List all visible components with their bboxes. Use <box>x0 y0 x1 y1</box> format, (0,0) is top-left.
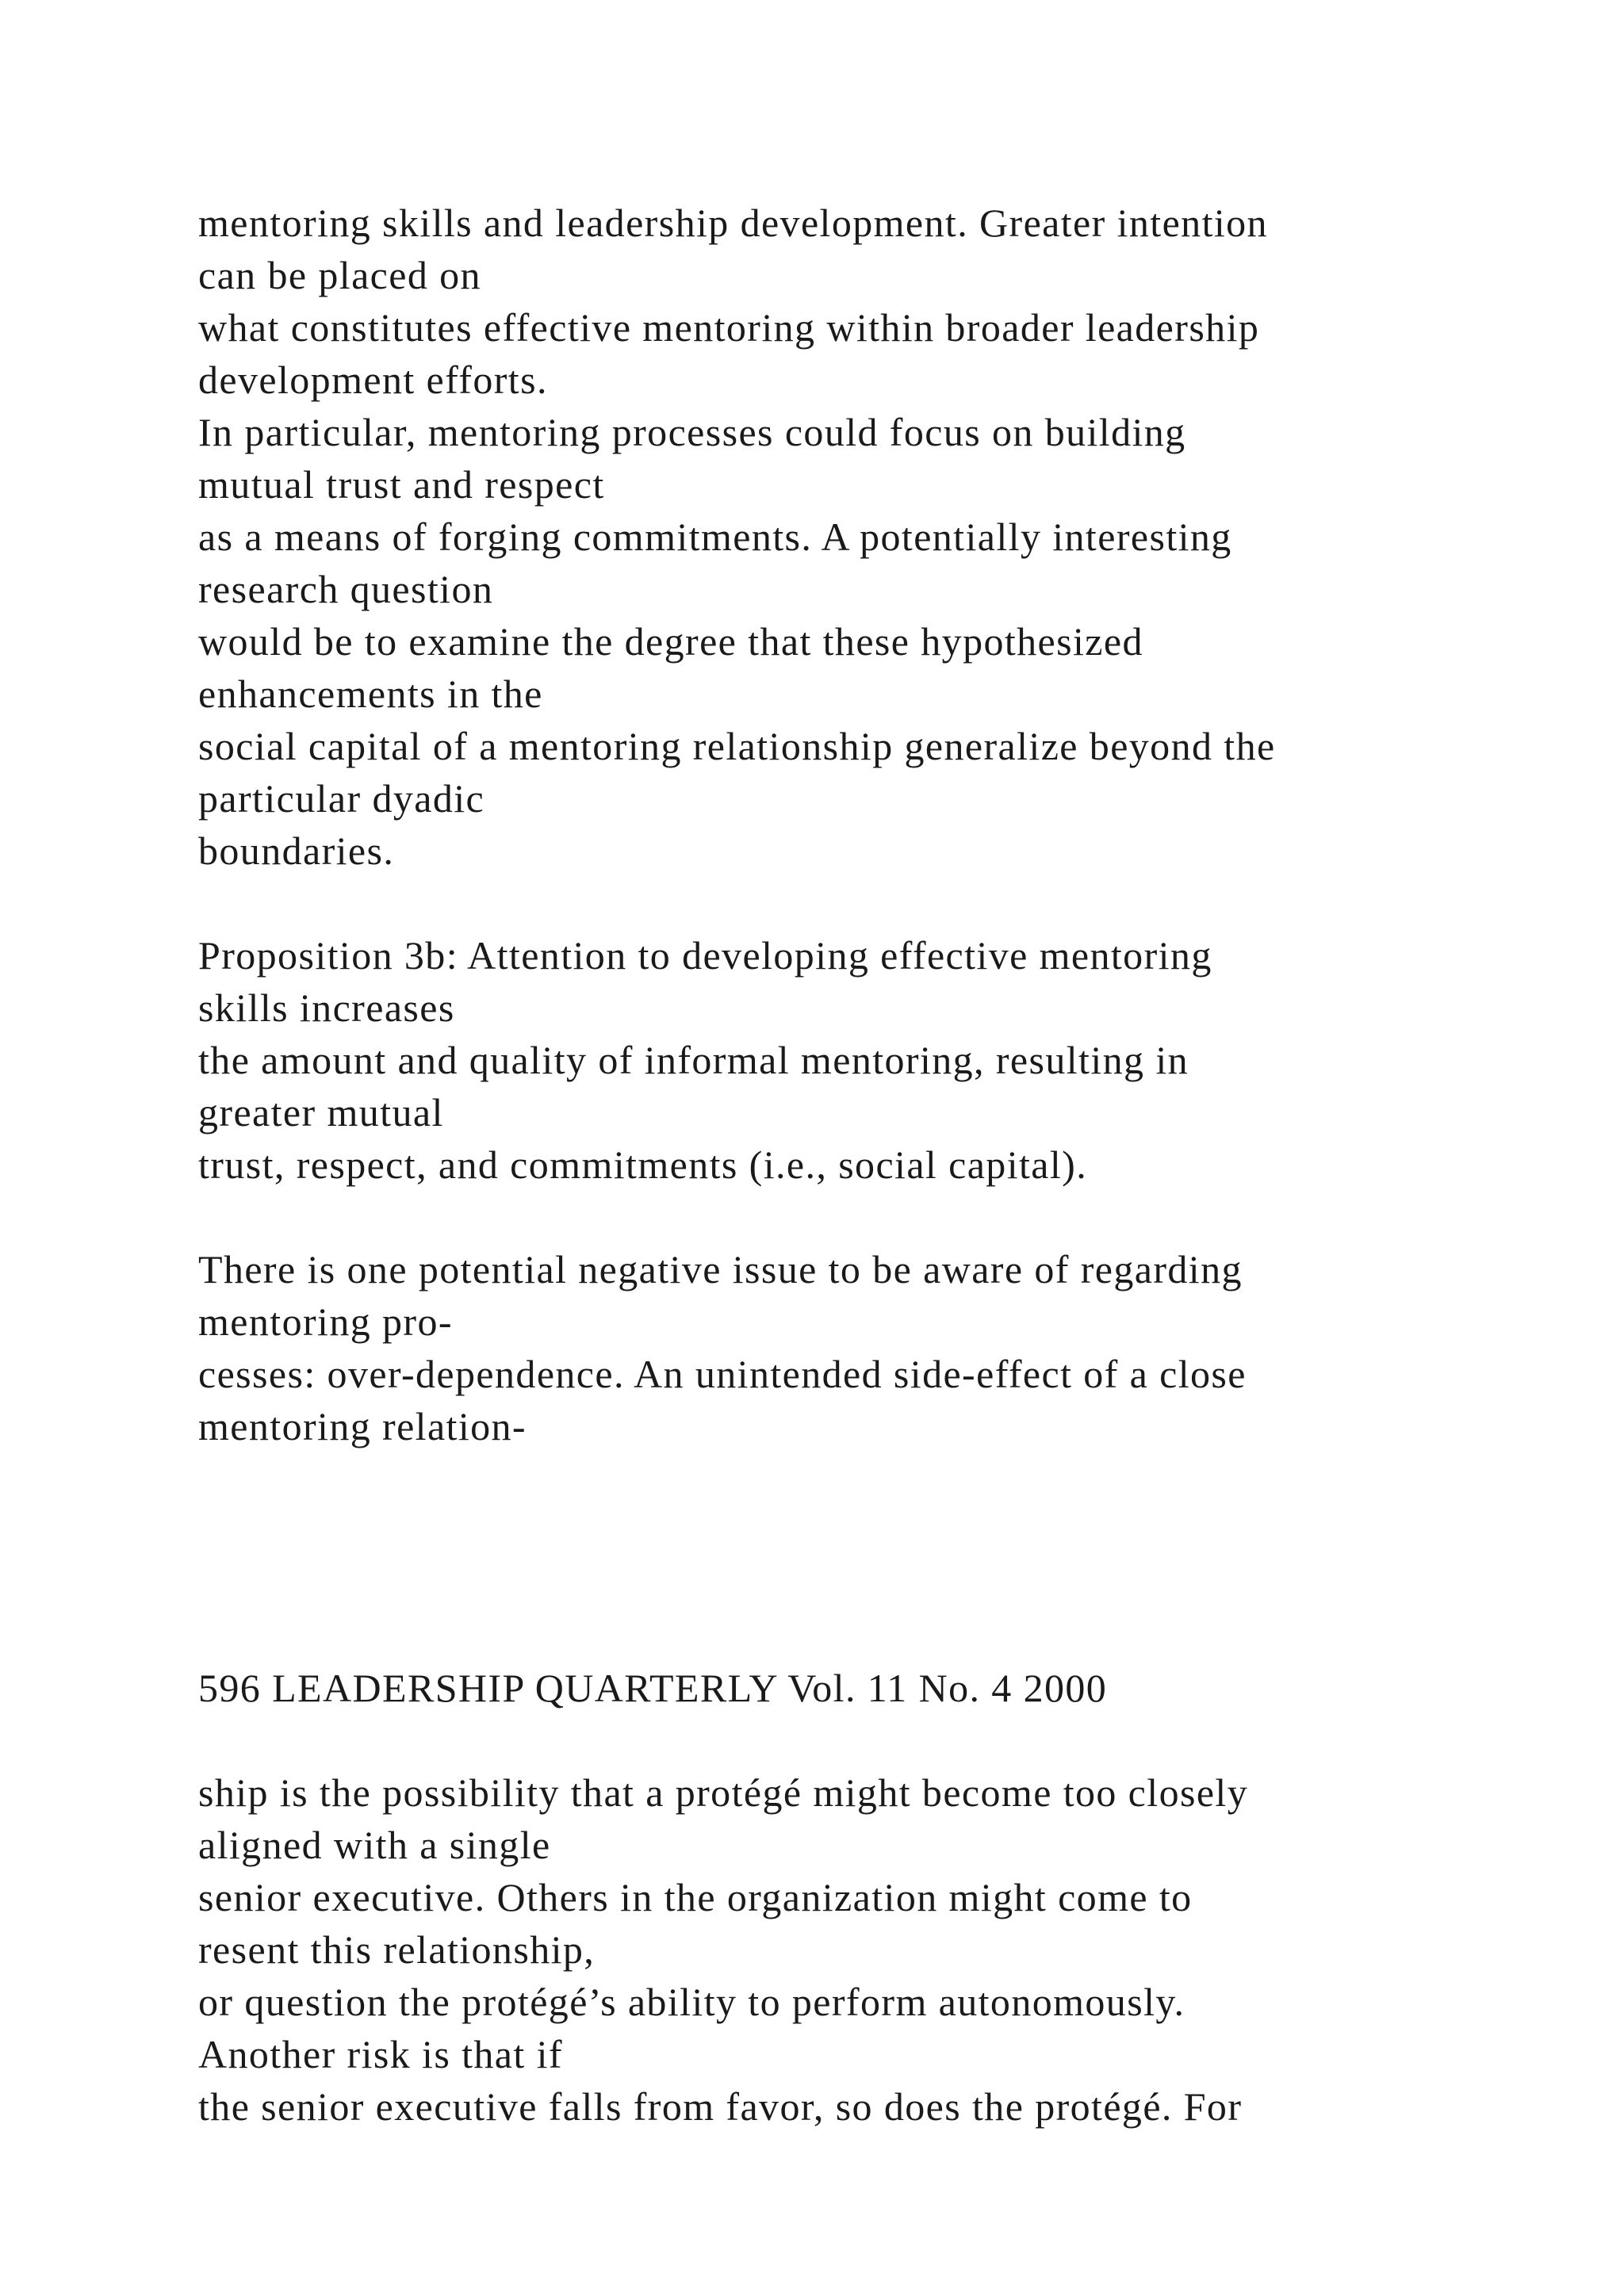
text-line: There is one potential negative issue to be aware of regarding <box>198 1247 1243 1292</box>
text-line: mentoring relation- <box>198 1404 527 1448</box>
text-line: can be placed on <box>198 253 481 297</box>
text-line: particular dyadic <box>198 776 485 821</box>
text-line: ship is the possibility that a protégé might become too closely <box>198 1770 1249 1815</box>
text-line: mutual trust and respect <box>198 462 605 507</box>
text-line: as a means of forging commitments. A potentially interesting <box>198 515 1232 559</box>
text-line: what constitutes effective mentoring within broader leadership <box>198 305 1260 350</box>
text-line: social capital of a mentoring relationship generalize beyond the <box>198 724 1276 768</box>
text-line: research question <box>198 567 494 611</box>
paragraph-protege-risk <box>198 1766 1435 2133</box>
text-line: would be to examine the degree that these hypothesized <box>198 619 1143 664</box>
text-line: enhancements in the <box>198 672 543 716</box>
text-line: development efforts. <box>198 358 548 402</box>
paragraph-gap <box>198 1191 1435 1243</box>
text-line: mentoring pro- <box>198 1299 453 1344</box>
text-line: Proposition 3b: Attention to developing effective mentoring <box>198 933 1212 978</box>
proposition-3b <box>198 929 1435 1191</box>
text-line: boundaries. <box>198 828 395 873</box>
text-line: the senior executive falls from favor, so does the protégé. For <box>198 2084 1243 2129</box>
text-line: cesses: over-dependence. An unintended side-effect of a close <box>198 1352 1247 1396</box>
text-line: trust, respect, and commitments (i.e., social capital). <box>198 1142 1088 1187</box>
text-line: senior executive. Others in the organization might come to <box>198 1875 1193 1919</box>
text-line: mentoring skills and leadership development. Greater intention <box>198 201 1268 245</box>
text-line: Another risk is that if <box>198 2032 563 2076</box>
text-line: aligned with a single <box>198 1823 551 1867</box>
page-text <box>198 197 1435 2133</box>
text-line: the amount and quality of informal mentoring, resulting in <box>198 1038 1189 1082</box>
page-break-gap <box>198 1452 1435 1662</box>
text-line: or question the protégé’s ability to perform autonomously. <box>198 1980 1185 2024</box>
text-line: In particular, mentoring processes could focus on building <box>198 410 1186 454</box>
paragraph-gap <box>198 1714 1435 1766</box>
paragraph-gap <box>198 877 1435 929</box>
text-line: skills increases <box>198 985 455 1030</box>
text-line: greater mutual <box>198 1090 444 1135</box>
paragraph-over-dependence <box>198 1243 1435 1452</box>
running-header: 596 LEADERSHIP QUARTERLY Vol. 11 No. 4 2000 <box>198 1666 1108 1710</box>
paragraph-mentoring-skills <box>198 197 1435 877</box>
text-line: resent this relationship, <box>198 1927 596 1972</box>
